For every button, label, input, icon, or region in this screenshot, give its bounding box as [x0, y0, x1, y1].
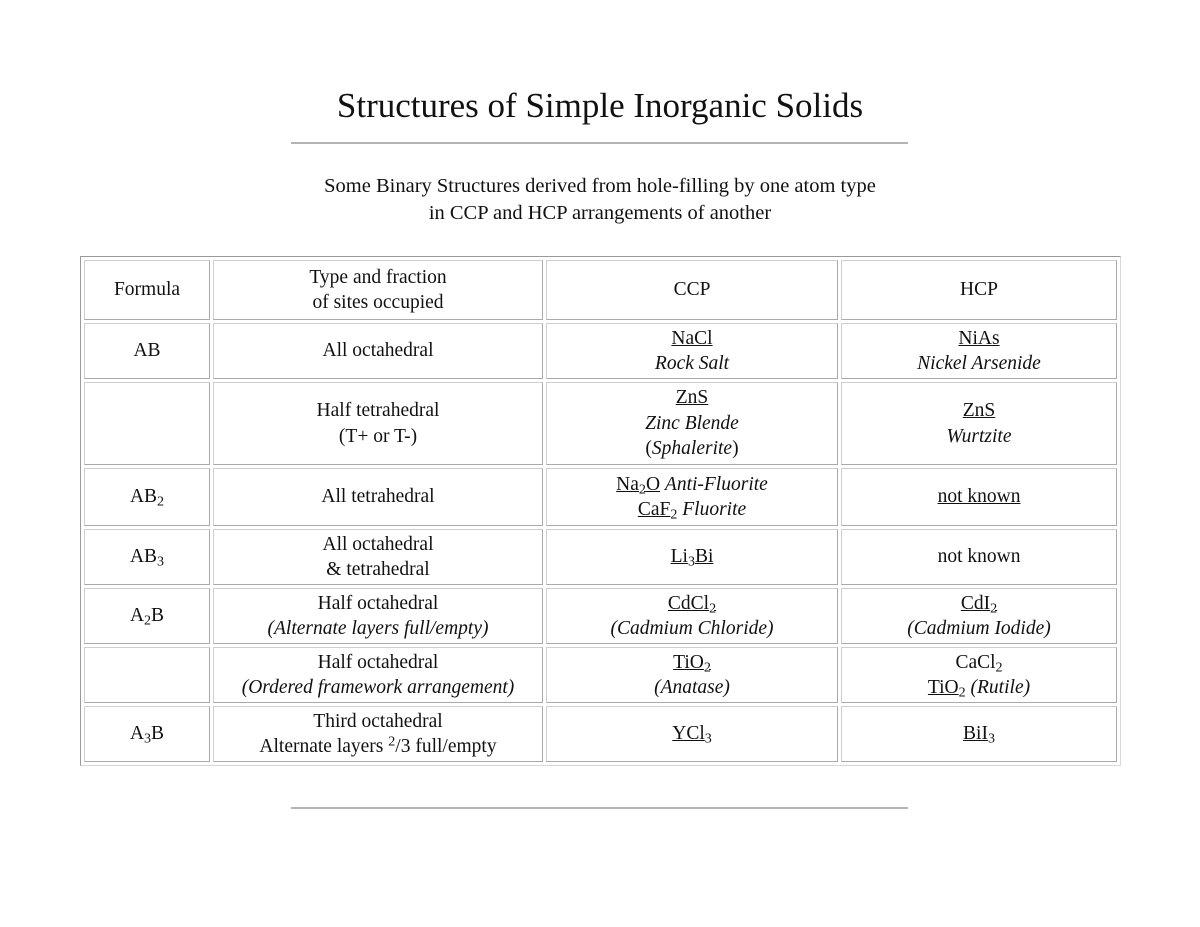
site-type-line-2: (T+ or T-)	[338, 425, 418, 447]
site-type-cell: All octahedral	[213, 323, 543, 379]
ccp-name: Zinc Blende	[645, 412, 739, 434]
hcp-cell	[841, 468, 1117, 526]
ccp-name: Rock Salt	[654, 353, 730, 374]
ccp-cell	[546, 588, 838, 644]
hcp-structure-link[interactable]	[961, 593, 997, 614]
ccp-structure-link[interactable]	[616, 474, 660, 495]
formula-base: AB	[129, 486, 158, 508]
hcp-formula-subscript[interactable]: 2	[958, 684, 966, 701]
formula-cell: AB	[84, 323, 210, 379]
table-row	[84, 588, 1117, 644]
table-row	[84, 529, 1117, 585]
ccp-structure-link[interactable]	[670, 546, 714, 570]
ccp-name: Fluorite	[682, 499, 747, 520]
hcp-cell	[841, 706, 1117, 762]
ccp-name: (Cadmium Chloride)	[610, 618, 774, 639]
ccp-formula-base[interactable]: YCl	[672, 723, 705, 745]
ccp-structure-link[interactable]	[668, 593, 716, 614]
hcp-cell	[841, 382, 1117, 465]
top-divider	[291, 142, 908, 144]
hcp-name: (Rutile)	[970, 677, 1031, 698]
ccp-structure-link[interactable]	[673, 652, 711, 673]
formula-base: A	[129, 723, 145, 745]
site-type-line-1: Half tetrahedral	[316, 400, 440, 421]
ccp-entry	[549, 650, 835, 676]
ccp-structure-link[interactable]	[549, 326, 835, 352]
table-caption	[0, 173, 1200, 227]
formula-subscript: 2	[157, 493, 165, 510]
ccp-formula-base[interactable]: CdCl	[667, 592, 710, 614]
header-formula: Formula	[84, 260, 210, 320]
site-type-cell	[213, 382, 543, 465]
ccp-formula-tail[interactable]: Bi	[694, 546, 714, 568]
caption-line-2: in CCP and HCP arrangements of another	[428, 202, 772, 224]
ccp-cell	[546, 706, 838, 762]
ccp-alt-name-text: Sphalerite	[651, 438, 733, 460]
paren-open: (	[645, 438, 652, 460]
hcp-formula[interactable]: ZnS	[962, 400, 996, 421]
hcp-formula-base[interactable]: BiI	[963, 723, 988, 745]
site-type-line-1: Third octahedral	[313, 710, 443, 732]
fraction-numerator: 2	[388, 733, 396, 750]
hcp-entry-2	[844, 675, 1114, 701]
formula-base: AB	[129, 546, 158, 568]
table-row	[84, 706, 1117, 762]
ccp-formula-base[interactable]: TiO	[673, 651, 704, 673]
formula-subscript: 3	[144, 730, 152, 747]
header-hcp: HCP	[841, 260, 1117, 320]
hcp-cell	[841, 588, 1117, 644]
formula-tail: B	[151, 605, 165, 627]
page-title: Structures of Simple Inorganic Solids	[336, 86, 864, 125]
site-type-line-1: All octahedral	[322, 533, 434, 555]
formula-cell	[84, 588, 210, 644]
site-type-line-2: & tetrahedral	[326, 559, 430, 580]
ccp-formula-subscript[interactable]: 3	[687, 553, 695, 570]
ccp-cell	[546, 647, 838, 703]
header-row	[84, 260, 1117, 320]
formula-subscript: 2	[144, 612, 152, 629]
site-type-cell	[213, 588, 543, 644]
ccp-structure-link[interactable]	[549, 385, 835, 411]
ccp-entry-1	[549, 472, 835, 498]
hcp-formula-subscript: 2	[995, 659, 1003, 675]
formula-base: A	[129, 605, 145, 627]
hcp-structure-link[interactable]	[844, 326, 1114, 352]
hcp-structure-link[interactable]	[963, 723, 995, 747]
hcp-structure-link[interactable]	[927, 677, 966, 701]
formula-cell	[84, 382, 210, 465]
ccp-entry-2	[549, 497, 835, 523]
structures-table	[80, 256, 1121, 766]
hcp-entry-1	[844, 650, 1114, 676]
fraction-denominator: /3	[395, 736, 411, 757]
ccp-cell	[546, 382, 838, 465]
hcp-cell	[841, 647, 1117, 703]
ccp-alt-name	[549, 436, 835, 462]
site-type-cell: All tetrahedral	[213, 468, 543, 526]
caption-line-1: Some Binary Structures derived from hole-filling by one atom type	[324, 175, 876, 197]
hcp-formula[interactable]: NiAs	[958, 327, 1000, 349]
header-type-fraction	[213, 260, 543, 320]
hcp-formula-subscript[interactable]: 3	[987, 730, 995, 747]
ccp-formula-base[interactable]: Li	[670, 546, 688, 568]
table-row	[84, 323, 1117, 379]
ccp-entry	[549, 591, 835, 617]
ccp-formula-subscript[interactable]: 2	[703, 659, 711, 675]
site-type-cell	[213, 706, 543, 762]
hcp-entry	[844, 591, 1114, 617]
hcp-not-known-link[interactable]: not known	[937, 486, 1021, 508]
ccp-structure-link[interactable]	[637, 499, 678, 523]
hcp-cell	[841, 323, 1117, 379]
paren-close: )	[732, 438, 739, 460]
table-row	[84, 382, 1117, 465]
formula-tail: B	[151, 723, 165, 745]
hcp-formula-base: CaCl	[955, 651, 996, 673]
ccp-name: Anti-Fluorite	[664, 473, 768, 495]
hcp-formula-base[interactable]: TiO	[927, 677, 959, 698]
site-type-line-2: (Alternate layers full/empty)	[267, 618, 489, 639]
ccp-cell	[546, 323, 838, 379]
formula-cell	[84, 529, 210, 585]
hcp-name: Wurtzite	[946, 425, 1012, 447]
ccp-formula-base[interactable]: Na	[616, 473, 639, 495]
ccp-formula[interactable]: ZnS	[675, 387, 709, 409]
ccp-formula[interactable]: NaCl	[671, 327, 713, 349]
ccp-cell	[546, 468, 838, 526]
formula-cell	[84, 647, 210, 703]
ccp-formula-subscript[interactable]: 3	[704, 730, 712, 747]
ccp-formula-subscript[interactable]: 2	[670, 506, 678, 523]
ccp-formula-subscript[interactable]: 2	[638, 481, 646, 497]
hcp-formula-subscript[interactable]: 2	[990, 600, 998, 616]
ccp-formula-tail[interactable]: O	[645, 473, 661, 495]
formula-cell	[84, 706, 210, 762]
ccp-formula-subscript[interactable]: 2	[709, 600, 717, 616]
site-type-line-1: Half octahedral	[317, 592, 439, 614]
site-type-line-2: (Ordered framework arrangement)	[241, 677, 515, 698]
ccp-formula-base[interactable]: CaF	[637, 499, 671, 520]
formula-subscript: 3	[157, 553, 165, 570]
site-type-line-1: Half octahedral	[317, 651, 439, 673]
site-type-line-2	[216, 734, 540, 760]
hcp-structure-link[interactable]	[844, 398, 1114, 424]
ccp-name: (Anatase)	[654, 677, 730, 698]
table-row	[84, 468, 1117, 526]
header-type-line-2: of sites occupied	[312, 292, 444, 313]
site-type-text-post: full/empty	[410, 736, 497, 757]
hcp-name: Nickel Arsenide	[917, 353, 1041, 374]
site-type-text-pre: Alternate layers	[259, 736, 389, 757]
header-ccp: CCP	[546, 260, 838, 320]
site-type-cell	[213, 647, 543, 703]
table-row	[84, 647, 1117, 703]
ccp-cell	[546, 529, 838, 585]
header-type-line-1: Type and fraction	[309, 266, 447, 288]
site-type-cell	[213, 529, 543, 585]
bottom-divider	[291, 807, 908, 809]
ccp-structure-link[interactable]	[672, 723, 712, 747]
hcp-formula-base[interactable]: CdI	[960, 592, 991, 614]
hcp-name: (Cadmium Iodide)	[907, 618, 1051, 639]
formula-cell	[84, 468, 210, 526]
hcp-cell: not known	[841, 529, 1117, 585]
